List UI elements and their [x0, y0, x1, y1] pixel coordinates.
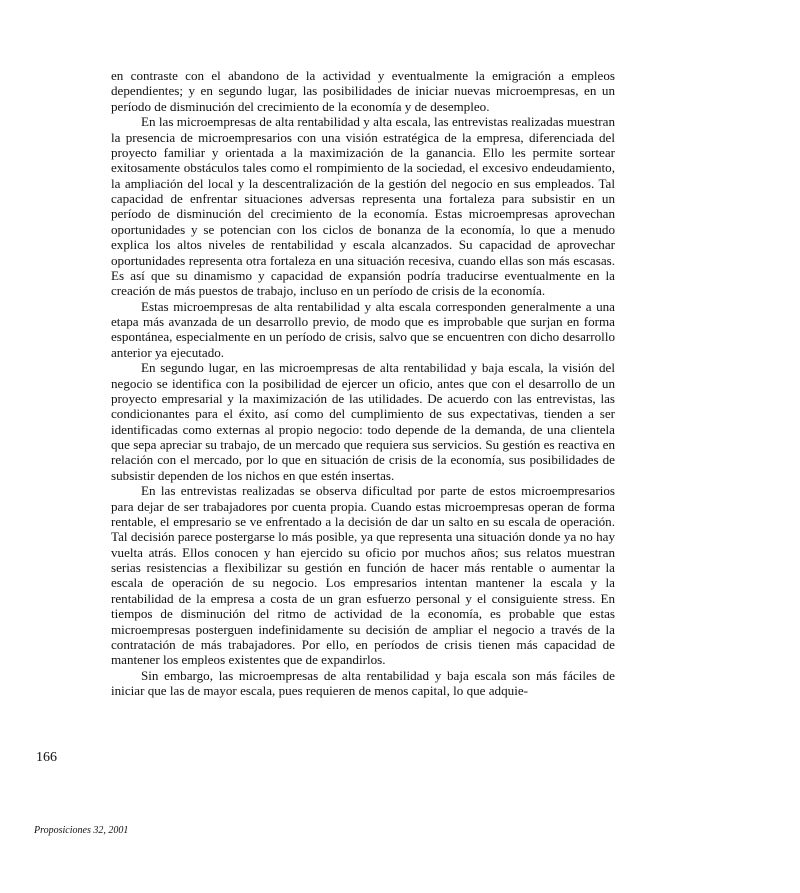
page-number: 166	[36, 750, 57, 765]
paragraph-3: Estas microempresas de alta rentabilidad y alta escala corresponden generalmente a una etapa más avanzada de un desarrollo previo, de modo que es improbable que surjan en forma espontánea, especialmente en un período de crisis, salvo que se encuentren con dicho desarrollo anterior ya ejecutado.	[111, 298, 615, 360]
body-text	[111, 68, 615, 698]
paragraph-6: Sin embargo, las microempresas de alta rentabilidad y baja escala son más fáciles de iniciar que las de mayor escala, pues requieren de menos capital, lo que adquie-	[111, 667, 615, 698]
paragraph-1: en contraste con el abandono de la actividad y eventualmente la emigración a empleos dependientes; y en segundo lugar, las posibilidades de iniciar nuevas microempresas, en un período de disminución del crecimiento de la economía y de desempleo.	[111, 68, 615, 114]
journal-footer: Proposiciones 32, 2001	[34, 825, 129, 836]
paragraph-2: En las microempresas de alta rentabilidad y alta escala, las entrevistas realizadas muestran la presencia de microempresarios con una visión estratégica de la empresa, diferenciada del proyecto familiar y orientada a la maximización de la ganancia. Ello les permite sortear exitosamente obstáculos tales como el rompimiento de la sociedad, el excesivo endeudamiento, la ampliación del local y la descentralización de la gestión del negocio en sus empleados. Tal capacidad de enfrentar situaciones adversas representa una fortaleza para subsistir en un período de disminución del crecimiento de la economía. Estas microempresas aprovechan oportunidades y se potencian con los ciclos de bonanza de la economía, lo que a menudo explica los altos niveles de rentabilidad y escala alcanzados. Su capacidad de aprovechar oportunidades representa otra fortaleza en una situación recesiva, cuando ellas son más escasas. Es así que su dinamismo y capacidad de expansión podría traducirse eventualmente en la creación de más puestos de trabajo, incluso en un período de crisis de la economía.	[111, 114, 615, 299]
paragraph-5: En las entrevistas realizadas se observa dificultad por parte de estos microempresarios para dejar de ser trabajadores por cuenta propia. Cuando estas microempresas operan de forma rentable, el empresario se ve enfrentado a la decisión de dar un salto en su escala de operación. Tal decisión parece postergarse lo más posible, ya que representa una situación donde ya no hay vuelta atrás. Ellos conocen y han ejercido su oficio por muchos años; sus relatos muestran serias resistencias a flexibilizar su gestión en función de hacer más rentable o aumentar la escala de operación de su negocio. Los empresarios intentan mantener la escala y la rentabilidad de la empresa a costa de un gran esfuerzo personal y el consiguiente stress. En tiempos de disminución del ritmo de actividad de la economía, es probable que estas microempresas posterguen indefinidamente su decisión de ampliar el negocio a través de la contratación de más trabajadores. Por ello, en períodos de crisis tienen más capacidad de mantener los empleos existentes que de expandirlos.	[111, 483, 615, 668]
paragraph-4: En segundo lugar, en las microempresas de alta rentabilidad y baja escala, la visión del negocio se identifica con la posibilidad de ejercer un oficio, antes que con el desarrollo de un proyecto empresarial y la maximización de las utilidades. De acuerdo con las entrevistas, las condicionantes para el éxito, así como del cumplimiento de sus expectativas, tienden a ser identificadas como externas al propio negocio: todo depende de la demanda, de una clientela que sepa apreciar su trabajo, de un mercado que requiera sus servicios. Su gestión es reactiva en relación con el mercado, por lo que en situación de crisis de la economía, sus posibilidades de subsistir dependen de los nichos en que estén insertas.	[111, 360, 615, 483]
